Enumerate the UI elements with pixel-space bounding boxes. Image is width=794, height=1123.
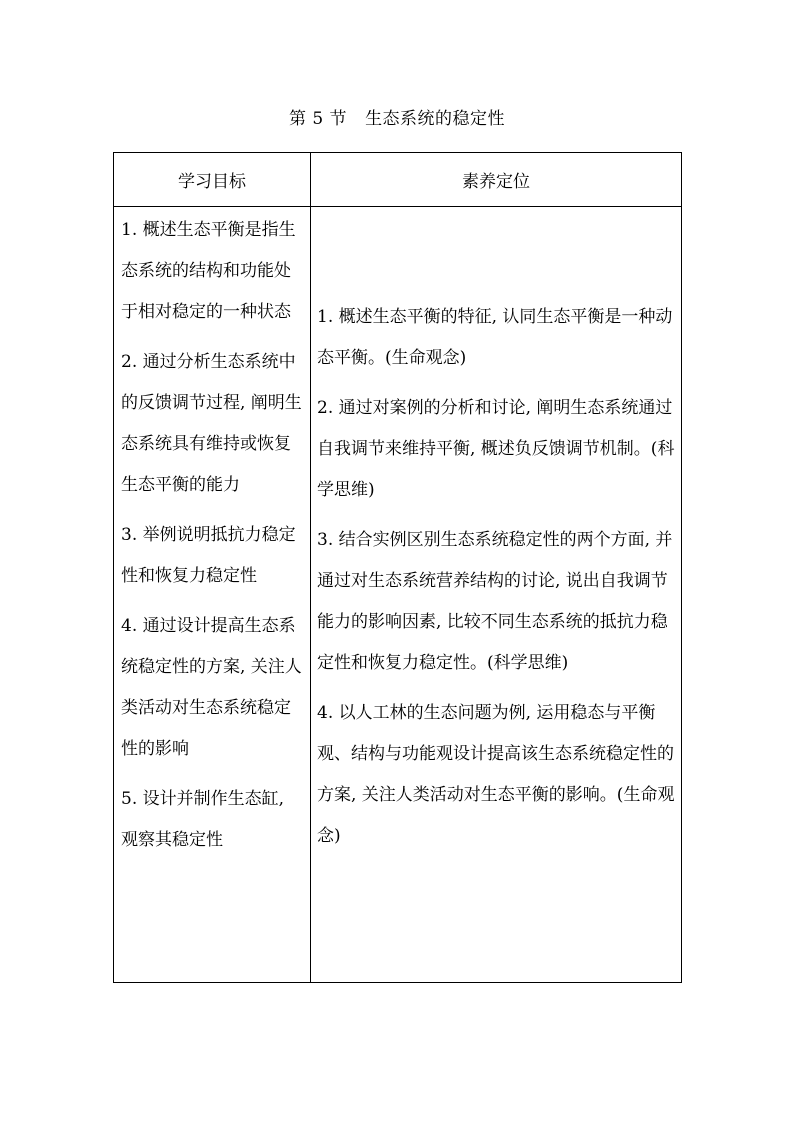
literacy-positioning-cell — [311, 207, 682, 983]
section-number: 第 5 节 — [288, 109, 348, 129]
learning-goal-item: 4. 通过设计提高生态系统稳定性的方案, 关注人类活动对生态系统稳定性的影响 — [121, 616, 302, 759]
table-body-row — [114, 207, 682, 983]
literacy-item: 1. 概述生态平衡的特征, 认同生态平衡是一种动态平衡。(生命观念) — [317, 307, 673, 368]
literacy-item: 2. 通过对案例的分析和讨论, 阐明生态系统通过自我调节来维持平衡, 概述负反馈调节机制。(科学思维) — [317, 398, 675, 500]
learning-goal-item: 1. 概述生态平衡是指生态系统的结构和功能处于相对稳定的一种状态 — [121, 220, 296, 322]
table-header-row — [114, 153, 682, 207]
literacy-item: 3. 结合实例区别生态系统稳定性的两个方面, 并通过对生态系统营养结构的讨论, 说出自我调节能力的影响因素, 比较不同生态系统的抵抗力稳定性和恢复力稳定性。(科学思维) — [317, 530, 673, 673]
header-literacy-positioning: 素养定位 — [311, 153, 682, 207]
learning-goal-item: 2. 通过分析生态系统中的反馈调节过程, 阐明生态系统具有维持或恢复生态平衡的能力 — [121, 352, 302, 495]
header-learning-goals: 学习目标 — [114, 153, 311, 207]
learning-goal-item: 3. 举例说明抵抗力稳定性和恢复力稳定性 — [121, 525, 296, 586]
learning-goal-item: 5. 设计并制作生态缸, 观察其稳定性 — [121, 789, 285, 850]
learning-goals-cell — [114, 207, 311, 983]
section-title: 生态系统的稳定性 — [365, 109, 506, 129]
objectives-table — [113, 152, 682, 983]
literacy-item: 4. 以人工林的生态问题为例, 运用稳态与平衡观、结构与功能观设计提高该生态系统稳定性的方案, 关注人类活动对生态平衡的影响。(生命观念) — [317, 703, 675, 846]
page-title — [0, 104, 794, 129]
